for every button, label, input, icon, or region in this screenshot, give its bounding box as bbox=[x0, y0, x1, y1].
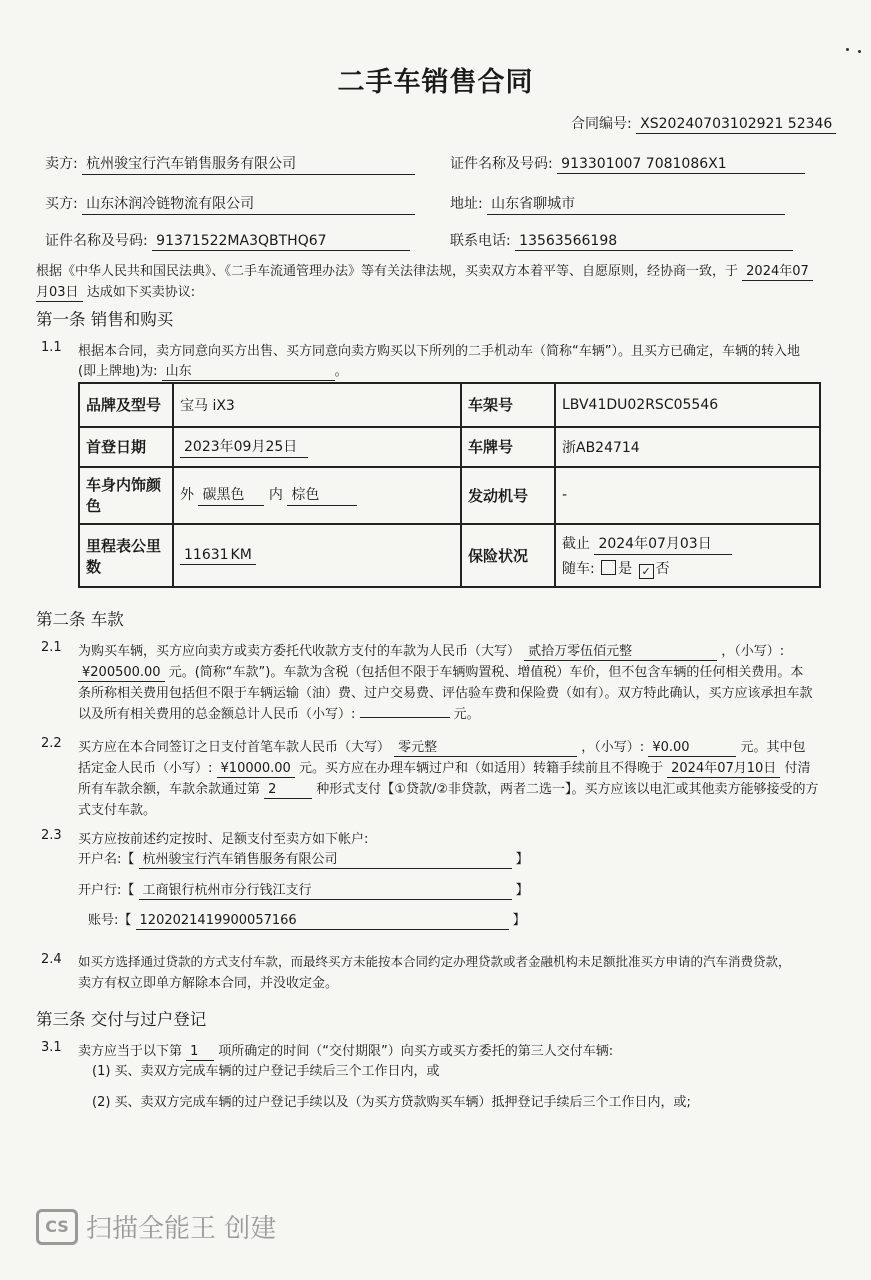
clause-2-2-small-label: ，（小写）: bbox=[581, 740, 645, 755]
total-price-words: 贰拾万零伍佰元整 bbox=[524, 640, 717, 661]
color-out-label: 外 bbox=[180, 487, 194, 504]
article-3-title: 第三条 交付与过户登记 bbox=[36, 1010, 207, 1029]
mileage-unit: KM bbox=[229, 547, 256, 565]
clause-2-1-d-end: 元。 bbox=[453, 707, 480, 722]
mileage-cell bbox=[173, 524, 461, 587]
clause-2-1-small-label: ，（小写）: bbox=[721, 644, 785, 659]
contract-number bbox=[571, 113, 836, 134]
phone-label: 联系电话: bbox=[450, 233, 511, 249]
clause-2-1-a: 为购买车辆，买方应向卖方或卖方委托代收款方支付的车款为人民币（大写） bbox=[78, 644, 521, 659]
insurance-until-row bbox=[562, 533, 813, 555]
account-number-label: 账号:【 bbox=[88, 913, 132, 928]
clause-2-2-a: 买方应在本合同签订之日支付首笔车款人民币（大写） bbox=[78, 740, 391, 755]
first-payment-number: ¥0.00 bbox=[648, 740, 736, 757]
clause-1-1-text: 根据本合同，卖方同意向买方出售、买方同意向卖方购买以下所列的二手机动车（简称“车辆”）。且买方已确定，车辆的转入地 bbox=[78, 344, 800, 359]
plate-label: 车牌号 bbox=[461, 427, 555, 467]
reg-date-cell bbox=[173, 427, 461, 467]
deposit-amount: ¥10000.00 bbox=[217, 761, 295, 778]
clause-2-2-d: 元。买方应在办理车辆过户和（如适用）转籍手续前且不得晚于 bbox=[298, 761, 663, 776]
bank-label: 开户行:【 bbox=[78, 883, 135, 898]
clause-2-1-line-2 bbox=[78, 661, 803, 682]
brand-value: 宝马 iX3 bbox=[173, 383, 461, 427]
buyer-id-row bbox=[45, 230, 410, 251]
buyer-name: 山东沐润冷链物流有限公司 bbox=[82, 193, 415, 215]
table-row bbox=[79, 524, 820, 587]
clause-2-1-line-4 bbox=[78, 703, 480, 722]
clause-3-1-option-2: (2) 买、卖双方完成车辆的过户登记手续以及（为买方贷款购买车辆）抵押登记手续后三个工作日内，或; bbox=[92, 1095, 691, 1110]
intro-date-b: 月03日 bbox=[36, 281, 83, 302]
intro-line-2 bbox=[36, 281, 195, 302]
camscanner-logo-icon: CS bbox=[36, 1209, 78, 1245]
total-all-blank bbox=[360, 716, 450, 718]
insurance-cell bbox=[555, 524, 820, 587]
intro-text: 根据《中华人民共和国民法典》、《二手车流通管理办法》等有关法律法规，买卖双方本着平等、自愿原则，经协商一致，于 bbox=[36, 264, 739, 279]
clause-2-4-a: 如买方选择通过贷款的方式支付车款，而最终买方未能按本合同约定办理贷款或者金融机构未足额批准买方申请的汽车消费贷款， bbox=[78, 954, 791, 969]
account-number-value: 1202021419900057166 bbox=[136, 913, 509, 930]
check-mark-icon: ✓ bbox=[641, 564, 651, 578]
bank-row bbox=[78, 879, 529, 900]
table-row bbox=[79, 467, 820, 525]
color-label: 车身内饰颜色 bbox=[79, 467, 173, 525]
clause-2-2-line-2 bbox=[78, 757, 810, 778]
intro-date-a: 2024年07 bbox=[742, 260, 813, 281]
address-value: 山东省聊城市 bbox=[487, 193, 785, 215]
transfer-place: 山东 bbox=[162, 360, 335, 381]
contract-number-value: XS20240703102921 52346 bbox=[636, 116, 836, 134]
intro-text-2: 达成如下买卖协议: bbox=[86, 285, 196, 300]
seller-id-label: 证件名称及号码: bbox=[450, 156, 553, 172]
article-1-title: 第一条 销售和购买 bbox=[36, 310, 174, 329]
phone-value: 13563566198 bbox=[515, 233, 793, 251]
account-name-value: 杭州骏宝行汽车销售服务有限公司 bbox=[139, 848, 512, 869]
payment-way: 2 bbox=[264, 782, 312, 799]
buyer-label: 买方: bbox=[45, 196, 78, 212]
account-name-close: 】 bbox=[515, 852, 529, 867]
clause-2-1-num: 2.1 bbox=[41, 640, 62, 655]
clause-1-1-line-2 bbox=[78, 360, 348, 381]
engine-value: - bbox=[555, 467, 820, 525]
buyer-id-label: 证件名称及号码: bbox=[45, 233, 148, 249]
seller-label: 卖方: bbox=[45, 156, 78, 172]
delivery-item: 1 bbox=[186, 1044, 214, 1061]
address-row bbox=[450, 193, 785, 215]
seller-id-row bbox=[450, 153, 805, 174]
clause-3-1-option-1: (1) 买、卖双方完成车辆的过户登记手续后三个工作日内，或 bbox=[92, 1064, 440, 1079]
clause-2-2-b: 元。其中包 bbox=[740, 740, 806, 755]
buyer-row bbox=[45, 193, 415, 215]
account-name-row bbox=[78, 848, 529, 869]
table-row bbox=[79, 427, 820, 467]
bank-value: 工商银行杭州市分行钱江支行 bbox=[139, 879, 512, 900]
clause-2-3-num: 2.3 bbox=[41, 828, 62, 843]
scan-speck bbox=[846, 48, 849, 51]
insurance-label: 保险状况 bbox=[461, 524, 555, 587]
clause-1-1-num: 1.1 bbox=[41, 340, 62, 355]
engine-label: 发动机号 bbox=[461, 467, 555, 525]
clause-3-1-b: 项所确定的时间（“交付期限”）向买方或买方委托的第三人交付车辆: bbox=[218, 1044, 614, 1059]
checkbox-yes bbox=[601, 560, 616, 575]
phone-row bbox=[450, 230, 793, 251]
first-payment-words: 零元整 bbox=[394, 736, 577, 757]
account-name-label: 开户名:【 bbox=[78, 852, 135, 867]
insurance-yes-label: 是 bbox=[618, 560, 633, 577]
address-label: 地址: bbox=[450, 196, 483, 212]
insurance-until-label: 截止 bbox=[562, 535, 590, 552]
clause-2-2-h: 式支付车款。 bbox=[78, 803, 157, 818]
bank-close: 】 bbox=[515, 883, 529, 898]
clause-2-2-f: 所有车款余额，车款余款通过第 bbox=[78, 782, 261, 797]
color-in-label: 内 bbox=[268, 487, 283, 504]
mileage-value: 11631 bbox=[180, 547, 229, 565]
clause-2-2-e: 付清 bbox=[784, 761, 811, 776]
clause-2-4-num: 2.4 bbox=[41, 952, 62, 967]
vin-value: LBV41DU02RSC05546 bbox=[555, 383, 820, 427]
intro-line-1 bbox=[36, 260, 813, 281]
clause-1-1-text-2: (即上牌地)为: bbox=[78, 364, 158, 379]
clause-3-1-line-1 bbox=[78, 1040, 613, 1061]
clause-3-1-num: 3.1 bbox=[41, 1040, 62, 1055]
scanner-watermark bbox=[36, 1208, 276, 1245]
brand-label: 品牌及型号 bbox=[79, 383, 173, 427]
plate-value: 浙AB24714 bbox=[555, 427, 820, 467]
watermark-text: 扫描全能王 创建 bbox=[86, 1214, 277, 1244]
table-row bbox=[79, 383, 820, 427]
color-in-value: 棕色 bbox=[287, 484, 357, 506]
color-cell bbox=[173, 467, 461, 525]
clause-2-2-num: 2.2 bbox=[41, 736, 62, 751]
account-number-close: 】 bbox=[512, 913, 526, 928]
insurance-with-row bbox=[562, 558, 813, 579]
clause-2-2-line-1 bbox=[78, 736, 805, 757]
clause-2-1-b: 元。(简称“车款”)。车款为含税（包括但不限于车辆购置税、增值税）车价，但不包含车辆的任何相关费用。本 bbox=[168, 665, 804, 680]
seller-id-value: 913301007 7081086X1 bbox=[557, 156, 805, 174]
contract-number-label: 合同编号: bbox=[571, 116, 632, 132]
account-number-row bbox=[88, 909, 526, 930]
color-out-value: 碳黑色 bbox=[198, 484, 264, 506]
clause-2-2-g: 种形式支付【①贷款/②非贷款，两者二选一】。买方应该以电汇或其他卖方能够接受的方 bbox=[316, 782, 819, 797]
insurance-no-label: 否 bbox=[655, 560, 670, 577]
clause-2-2-c: 括定金人民币（小写）: bbox=[78, 761, 213, 776]
clause-2-4-b: 卖方有权立即单方解除本合同，并没收定金。 bbox=[78, 976, 339, 991]
reg-date-value: 2023年09月25日 bbox=[180, 436, 308, 458]
vin-label: 车架号 bbox=[461, 383, 555, 427]
total-price-number: ¥200500.00 bbox=[78, 665, 165, 682]
page-title: 二手车销售合同 bbox=[337, 67, 534, 98]
seller-row bbox=[45, 153, 415, 175]
reg-date-label: 首登日期 bbox=[79, 427, 173, 467]
vehicle-table bbox=[78, 382, 821, 588]
scan-speck bbox=[858, 50, 861, 53]
buyer-id-value: 91371522MA3QBTHQ67 bbox=[152, 233, 410, 251]
clause-2-2-line-3 bbox=[78, 778, 819, 799]
clause-2-1-d: 以及所有相关费用的总金额总计人民币（小写）: bbox=[78, 707, 356, 722]
checkbox-no bbox=[639, 564, 654, 579]
article-2-title: 第二条 车款 bbox=[36, 610, 124, 629]
mileage-label: 里程表公里数 bbox=[79, 524, 173, 587]
seller-name: 杭州骏宝行汽车销售服务有限公司 bbox=[82, 153, 415, 175]
clause-2-1-line-1 bbox=[78, 640, 784, 661]
clause-3-1-a: 卖方应当于以下第 bbox=[78, 1044, 183, 1059]
insurance-with-label: 随车: bbox=[562, 560, 595, 577]
clause-1-1-end: 。 bbox=[334, 364, 348, 379]
clause-2-3-a: 买方应按前述约定按时、足额支付至卖方如下帐户: bbox=[78, 832, 369, 847]
clause-2-1-c: 条所称相关费用包括但不限于车辆运输（油）费、过户交易费、评估验车费和保险费（如有）。双方特此确认，买方应该承担车款 bbox=[78, 686, 813, 701]
insurance-until-value: 2024年07月03日 bbox=[594, 533, 732, 555]
payment-deadline: 2024年07月10日 bbox=[667, 757, 780, 778]
